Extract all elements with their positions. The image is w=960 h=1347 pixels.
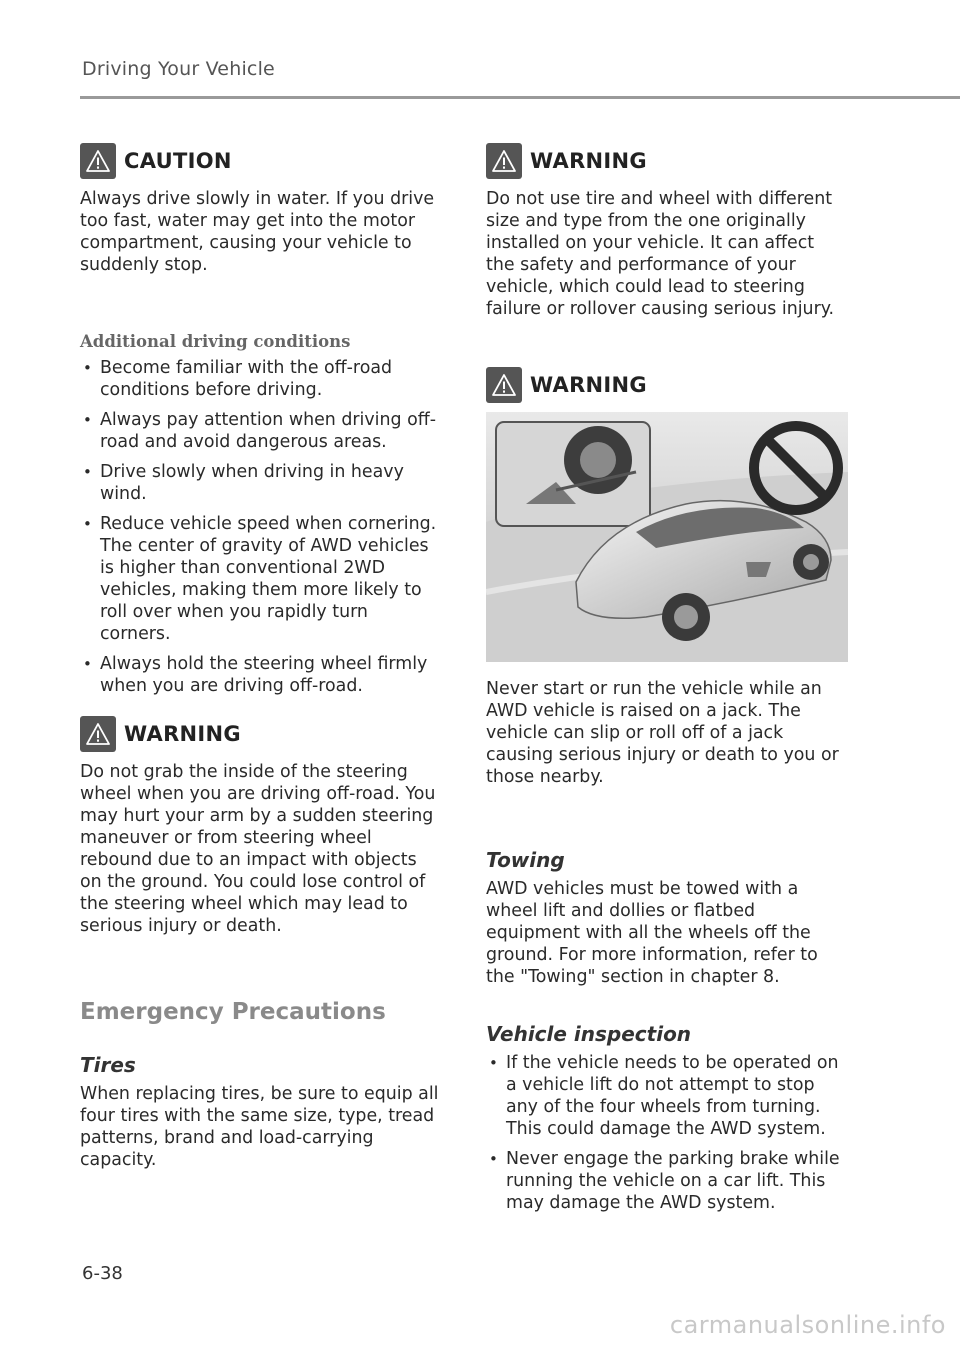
- warning-title: WARNING: [530, 373, 647, 397]
- towing-title: Towing: [486, 848, 565, 872]
- towing-block: [486, 848, 846, 988]
- warning-text: Do not grab the inside of the steering wheel when you are driving off-road. You may hurt your arm by a sudden steering maneuver or from steering wheel rebound due to an impact with objects on the ground. You could lose control of the steering wheel which may lead to serious injury or death.: [80, 762, 436, 936]
- warning-text: Do not use tire and wheel with different size and type from the one originally installed on your vehicle. It can affect the safety and performance of your vehicle, which could lead to steering failure or rollover causing serious injury.: [486, 189, 835, 319]
- section-title: Emergency Precautions: [80, 999, 386, 1025]
- jack-illustration: [486, 412, 848, 662]
- warning-block-2: [486, 364, 846, 788]
- warning-triangle-icon: [80, 716, 116, 752]
- right-column: [486, 140, 846, 1222]
- tires-title: Tires: [80, 1053, 136, 1077]
- warning-triangle-icon: [486, 367, 522, 403]
- warning-header: [80, 713, 440, 755]
- list-item: • Always hold the steering wheel firmly when you are driving off-road.: [80, 653, 440, 697]
- warning-header: [486, 140, 846, 182]
- additional-conditions: [80, 332, 440, 697]
- caution-title: CAUTION: [124, 149, 232, 173]
- tires-block: [80, 1053, 440, 1171]
- caution-block: [80, 140, 440, 276]
- warning-block-1: [486, 140, 846, 320]
- header-rule: [80, 96, 960, 99]
- list-item: • Become familiar with the off-road conditions before driving.: [80, 357, 440, 401]
- warning-header: [486, 364, 846, 406]
- list-item: • Always pay attention when driving off-road and avoid dangerous areas.: [80, 409, 440, 453]
- warning-block: [80, 713, 440, 937]
- additional-list: [80, 357, 440, 697]
- caution-text: Always drive slowly in water. If you drive too fast, water may get into the motor compartment, causing your vehicle to suddenly stop.: [80, 189, 435, 275]
- inspection-list: [486, 1052, 846, 1214]
- list-item: • Drive slowly when driving in heavy wind.: [80, 461, 440, 505]
- inspection-title: Vehicle inspection: [486, 1022, 692, 1046]
- list-item: • Reduce vehicle speed when cornering. The center of gravity of AWD vehicles is higher than conventional 2WD vehicles, making them more likely to roll over when you rapidly turn corners.: [80, 513, 440, 645]
- list-item: • Never engage the parking brake while running the vehicle on a car lift. This may damage the AWD system.: [486, 1148, 846, 1214]
- warning-triangle-icon: [80, 143, 116, 179]
- additional-heading: Additional driving conditions: [80, 332, 351, 351]
- page-number: 6-38: [82, 1263, 123, 1284]
- warning-title: WARNING: [530, 149, 647, 173]
- warning-triangle-icon: [486, 143, 522, 179]
- tires-text: When replacing tires, be sure to equip all four tires with the same size, type, tread patterns, brand and load-carrying capacity.: [80, 1084, 439, 1170]
- towing-text: AWD vehicles must be towed with a wheel lift and dollies or flatbed equipment with all the wheels off the ground. For more information, refer to the "Towing" section in chapter 8.: [486, 879, 818, 987]
- running-header: Driving Your Vehicle: [82, 58, 275, 80]
- left-column: [80, 140, 440, 1171]
- warning-title: WARNING: [124, 722, 241, 746]
- watermark: carmanualsonline.info: [669, 1311, 946, 1339]
- caution-header: [80, 140, 440, 182]
- warning-text: Never start or run the vehicle while an AWD vehicle is raised on a jack. The vehicle can slip or roll off of a jack causing serious injury or death to you or those nearby.: [486, 679, 839, 787]
- inspection-block: [486, 1022, 846, 1214]
- list-item: • If the vehicle needs to be operated on a vehicle lift do not attempt to stop any of the four wheels from turning. This could damage the AWD system.: [486, 1052, 846, 1140]
